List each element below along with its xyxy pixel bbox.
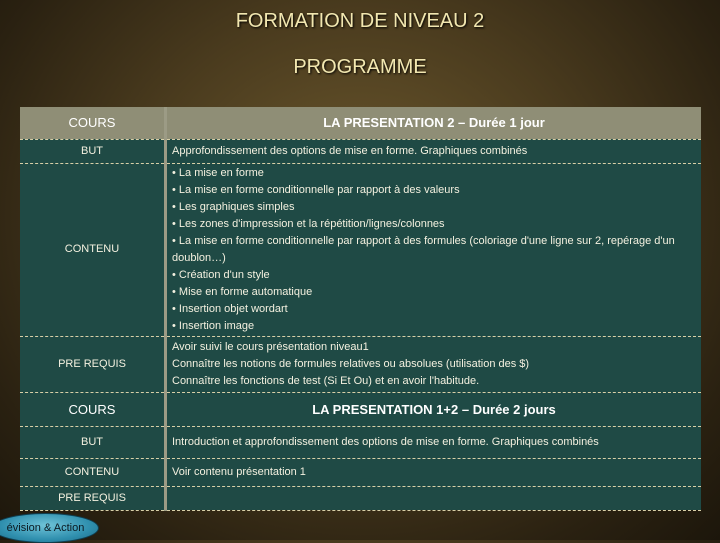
section1-but-row	[20, 139, 701, 163]
section1-prereq-list	[166, 336, 702, 392]
list-item: • Insertion objet wordart	[172, 302, 288, 315]
list-item: • Mise en forme automatique	[172, 285, 313, 298]
section1-prereq-label: PRE REQUIS	[20, 336, 166, 392]
section2-prereq-row	[20, 486, 701, 510]
list-item: • La mise en forme conditionnelle par rapport à des formules (coloriage d'une ligne sur 2, repérage d'un doublon…)	[172, 234, 675, 264]
list-item: • Création d'un style	[172, 268, 270, 281]
section2-contenu-row	[20, 458, 701, 486]
list-item: • Les zones d'impression et la répétition/lignes/colonnes	[172, 217, 445, 230]
logo: évision & Action	[0, 513, 99, 543]
list-item: Connaître les notions de formules relatives ou absolues (utilisation des $)	[172, 357, 530, 370]
section1-header-row	[20, 107, 701, 139]
program-table	[20, 107, 701, 511]
page-title: FORMATION DE NIVEAU 2	[235, 10, 485, 32]
list-item: • Les graphiques simples	[172, 200, 295, 213]
page-subtitle: PROGRAMME	[293, 56, 427, 78]
section2-contenu-label: CONTENU	[20, 458, 166, 486]
section1-contenu-list	[166, 163, 702, 336]
section1-prereq-row	[20, 336, 701, 392]
list-item: Connaître les fonctions de test (Si Et Ou) et en avoir l'habitude.	[172, 374, 480, 387]
section1-contenu-row	[20, 163, 701, 336]
list-item: • La mise en forme conditionnelle par rapport à des valeurs	[172, 183, 460, 196]
section2-prereq-label: PRE REQUIS	[20, 486, 166, 510]
section2-col-right: LA PRESENTATION 1+2 – Durée 2 jours	[166, 392, 702, 426]
section2-but-text: Introduction et approfondissement des options de mise en forme. Graphiques combinés	[166, 426, 702, 458]
section2-header-row	[20, 392, 701, 426]
section2-contenu-text: Voir contenu présentation 1	[166, 458, 702, 486]
section1-col-right: LA PRESENTATION 2 – Durée 1 jour	[166, 107, 702, 139]
list-item: • La mise en forme	[172, 166, 264, 179]
section1-but-label: BUT	[20, 139, 166, 163]
section1-contenu-label: CONTENU	[20, 163, 166, 336]
list-item: Avoir suivi le cours présentation niveau1	[172, 340, 369, 353]
section1-col-left: COURS	[20, 107, 166, 139]
section1-but-text: Approfondissement des options de mise en forme. Graphiques combinés	[166, 139, 702, 163]
section2-but-row	[20, 426, 701, 458]
list-item: • Insertion image	[172, 319, 255, 332]
section2-prereq-text	[166, 486, 702, 510]
section2-col-left: COURS	[20, 392, 166, 426]
section2-but-label: BUT	[20, 426, 166, 458]
